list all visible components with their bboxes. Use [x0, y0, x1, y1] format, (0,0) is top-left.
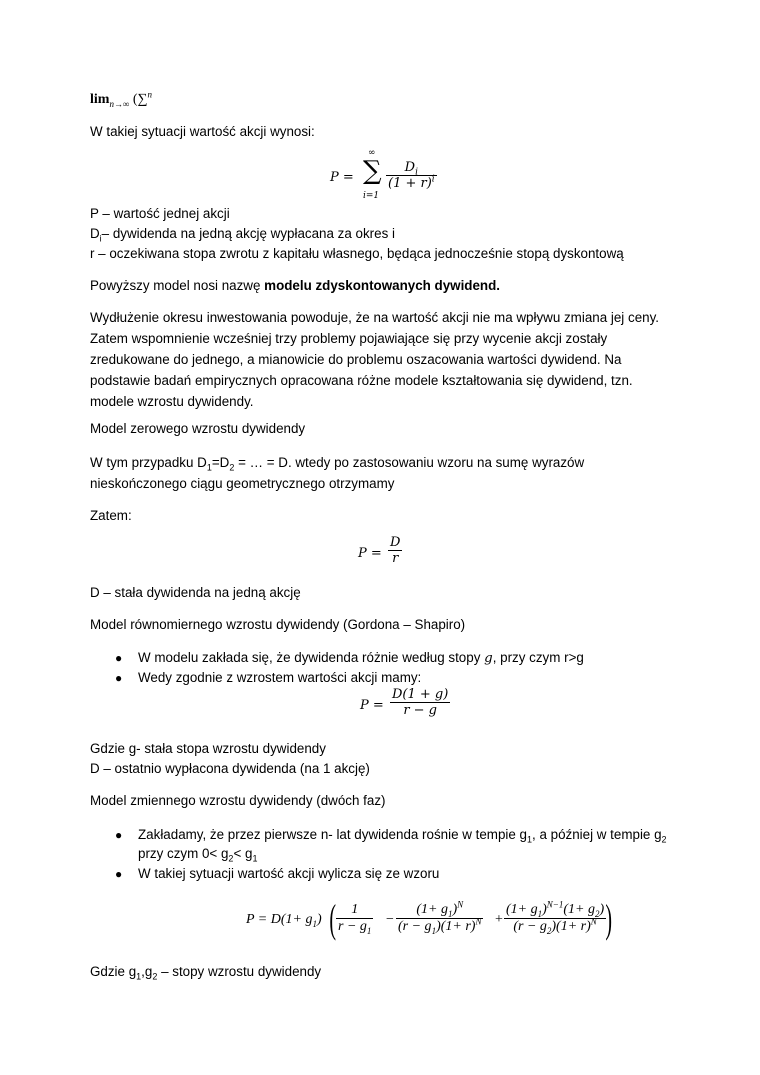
eq1-fraction — [386, 160, 437, 191]
equation-dividend-sum — [330, 150, 510, 206]
intro-line: W takiej sytuacji wartość akcji wynosi: — [90, 124, 315, 139]
definition-d-last: D – ostatnio wypłacona dywidenda (na 1 akcję) — [90, 761, 370, 776]
eq4-term3: $\frac{(1+ g_1)^{N-1}(1+ g_2)}{(r - g_2)(1+ r)^N}$ — [506, 899, 605, 936]
eq3-lhs: P = — [360, 698, 384, 713]
bullet-4-text: W takiej sytuacji wartość akcji wylicza się ze wzoru — [138, 866, 440, 881]
heading-two-phase: Model zmiennego wzrostu dywidendy (dwóch faz) — [90, 793, 386, 808]
equation-zero-growth — [358, 534, 418, 574]
heading-gordon: Model równomiernego wzrostu dywidendy (Gordona – Shapiro) — [90, 617, 466, 632]
sum-symbol: (∑ — [132, 92, 148, 107]
eq1-denominator: $(1 + r)^i$ — [388, 174, 435, 191]
equation-two-phase — [246, 896, 616, 946]
lim-text: lim — [90, 92, 110, 107]
definition-r: r – oczekiwana stopa zwrotu z kapitału własnego, będąca jednocześnie stopą dyskontową — [90, 246, 624, 261]
eq2-numerator: D — [390, 535, 401, 550]
eq2-fraction — [388, 535, 402, 566]
sum-superscript: n — [147, 89, 153, 100]
eq1-lhs: P = — [330, 170, 354, 185]
eq2-lhs: P = — [358, 546, 382, 561]
eq4-right-paren: ) — [605, 896, 612, 941]
bullet-4: ● — [115, 867, 123, 881]
bullet-1: ● — [115, 651, 123, 665]
eq2-denominator: r — [388, 550, 402, 566]
paragraph-investment: Wydłużenie okresu inwestowania powoduje, że na wartość akcji nie ma wpływu zmiana jej ceny. Zatem wspomnienie wcześniej trzy problemy pojawiające się przy wycenie akcji zostały zredukowane do jednego, a mianowicie do problemu oszacowania wartości dywidend. Na podstawie badań empirycznych opracowana różne modele kształtowania się dywidend, tzn. modele wzrostu dywidendy. — [90, 310, 660, 409]
paragraph-zero-growth: W tym przypadku $D_1=D_2$ = … = D. wtedy po zastosowaniu wzoru na sumę wyrazów nieskończonego ciągu geometrycznego otrzymamy — [90, 455, 585, 491]
eq4-term2: $\frac{(1+ g_1)^N}{(r - g_1)(1+ r)^N}$ — [398, 899, 482, 936]
eq1-lower-limit: i=1 — [363, 191, 380, 201]
eq1-upper-limit: ∞ — [368, 148, 376, 158]
eq3-denominator: r − g — [390, 702, 450, 718]
heading-zero-growth: Model zerowego wzrostu dywidendy — [90, 421, 306, 436]
eq4-left-paren: ( — [329, 896, 336, 941]
top-formula — [90, 90, 152, 110]
definition-d-constant: D – stała dywidenda na jedną akcję — [90, 585, 301, 600]
eq4-plus: + — [495, 912, 503, 927]
eq4-minus: − — [386, 912, 394, 927]
bullet-2: ● — [115, 671, 123, 685]
definition-p: P – wartość jednej akcji — [90, 206, 230, 221]
bullet-3: ● — [115, 828, 123, 842]
definition-di: $D_i-$ dywidenda na jedną akcję wypłacana za okres i — [90, 226, 395, 244]
bullet-1-text: W modelu zakłada się, że dywidenda różnie według stopy g, przy czym r>g — [138, 650, 584, 666]
lim-subscript: n→∞ — [109, 98, 130, 109]
eq3-numerator: D(1 + g) — [392, 687, 449, 702]
equation-gordon — [360, 686, 470, 726]
eq4-lhs: $P = D(1+ g_1)$ — [246, 912, 322, 929]
zatem-label: Zatem: — [90, 508, 132, 523]
bullet-2-text: Wedy zgodnie z wzrostem wartości akcji mamy: — [138, 670, 422, 685]
eq3-fraction — [390, 687, 450, 718]
bullet-3-text: Zakładamy, że przez pierwsze n- lat dywidenda rośnie w tempie $g_1$, a później w tempie $g_2$ przy czym $0< g_2< g_1$ — [138, 827, 667, 864]
eq4-term1: $\frac{1}{r - g_1}$ — [338, 902, 372, 936]
definition-g1-g2: Gdzie $g_1,g_2$ – stopy wzrostu dywidendy — [90, 964, 322, 982]
eq1-numerator: $D_i$ — [404, 160, 418, 178]
model-name-bold: modelu zdyskontowanych dywidend. — [264, 278, 501, 293]
model-name-line: Powyższy model nosi nazwę modelu zdyskontowanych dywidend. — [90, 278, 501, 293]
definition-g: Gdzie g- stała stopa wzrostu dywidendy — [90, 741, 326, 756]
eq1-sigma: ∑ — [363, 156, 382, 186]
